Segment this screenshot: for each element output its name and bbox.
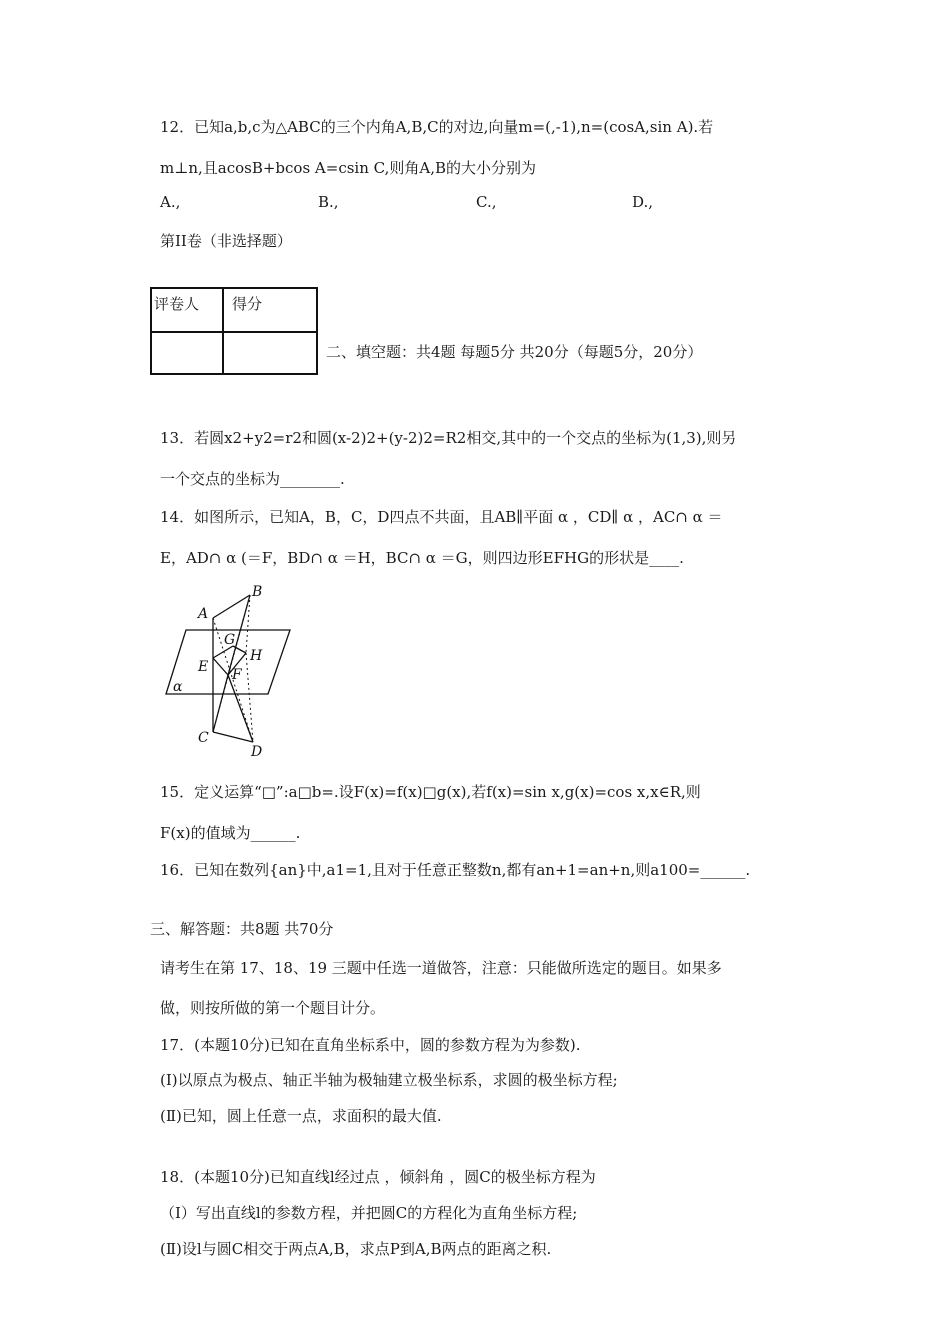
q15-line1: 15．定义运算“□”:a□b=.设F(x)=f(x)□g(x),若f(x)=sin x,g(x)=cos x,x∈R,则 <box>160 783 701 801</box>
score-table-grader-cell <box>151 332 223 374</box>
q14-line2: E，AD∩ α (＝F，BD∩ α ＝H，BC∩ α ＝G，则四边形EFHG的形状是____. <box>160 549 684 567</box>
score-table <box>150 287 318 375</box>
geometry-figure <box>158 580 298 760</box>
edge-cd <box>213 732 253 742</box>
label-b: B <box>252 584 263 600</box>
edge-f-d <box>228 675 253 742</box>
label-f: F <box>232 667 242 683</box>
score-table-header-score: 得分 <box>223 288 317 332</box>
q18-part2: (Ⅱ)设l与圆C相交于两点A,B，求点P到A,B两点的距离之积. <box>160 1240 552 1258</box>
q12-option-a: A., <box>160 193 181 211</box>
q14-line1: 14．如图所示，已知A，B，C，D四点不共面，且AB∥平面 α ，CD∥ α ，AC∩ α ＝ <box>160 508 723 526</box>
q13-line1: 13．若圆x2+y2=r2和圆(x-2)2+(y-2)2=R2相交,其中的一个交点的坐标为(1,3),则另 <box>160 429 737 447</box>
q12-option-d: D., <box>632 193 654 211</box>
q12-line1: 12．已知a,b,c为△ABC的三个内角A,B,C的对边,向量m=(,-1),n=(cosA,sin A).若 <box>160 118 714 136</box>
q18-line1: 18．(本题10分)已知直线l经过点 ，倾斜角 ，圆C的极坐标方程为 <box>160 1168 596 1186</box>
q12-line2: m⊥n,且acosB+bcos A=csin C,则角A,B的大小分别为 <box>160 159 536 177</box>
label-alpha: α <box>173 679 183 695</box>
label-c: C <box>198 730 209 746</box>
edge-hd-hidden <box>246 653 253 742</box>
q18-part1: （Ⅰ）写出直线l的参数方程，并把圆C的方程化为直角坐标方程; <box>160 1204 578 1222</box>
label-g: G <box>224 632 236 648</box>
edge-ef <box>213 658 228 675</box>
q17-part1: (Ⅰ)以原点为极点、轴正半轴为极轴建立极坐标系，求圆的极坐标方程; <box>160 1071 618 1089</box>
label-e: E <box>198 659 209 675</box>
question-16: 16．已知在数列{an}中,a1=1,且对于任意正整数n,都有an+1=an+n,则a100=______. <box>160 861 751 879</box>
section2-heading: 二、填空题：共4题 每题5分 共20分（每题5分，20分） <box>326 343 703 361</box>
q17-line1: 17．(本题10分)已知在直角坐标系中，圆的参数方程为为参数). <box>160 1036 581 1054</box>
score-table-header-grader: 评卷人 <box>151 288 223 332</box>
label-d: D <box>251 744 263 760</box>
q13-line2: 一个交点的坐标为________. <box>160 470 345 488</box>
section3-heading: 三、解答题：共8题 共70分 <box>150 920 334 938</box>
q12-option-c: C., <box>476 193 497 211</box>
instructions-line2: 做，则按所做的第一个题目计分。 <box>160 999 386 1017</box>
part2-title: 第II卷（非选择题） <box>160 232 292 250</box>
q15-line2: F(x)的值域为______. <box>160 824 301 842</box>
instructions-line1: 请考生在第 17、18、19 三题中任选一道做答，注意：只能做所选定的题目。如果多 <box>160 959 722 977</box>
label-a: A <box>198 606 209 622</box>
q17-part2: (Ⅱ)已知，圆上任意一点，求面积的最大值. <box>160 1107 442 1125</box>
label-h: H <box>250 648 263 664</box>
score-table-score-cell <box>223 332 317 374</box>
q12-option-b: B., <box>318 193 339 211</box>
